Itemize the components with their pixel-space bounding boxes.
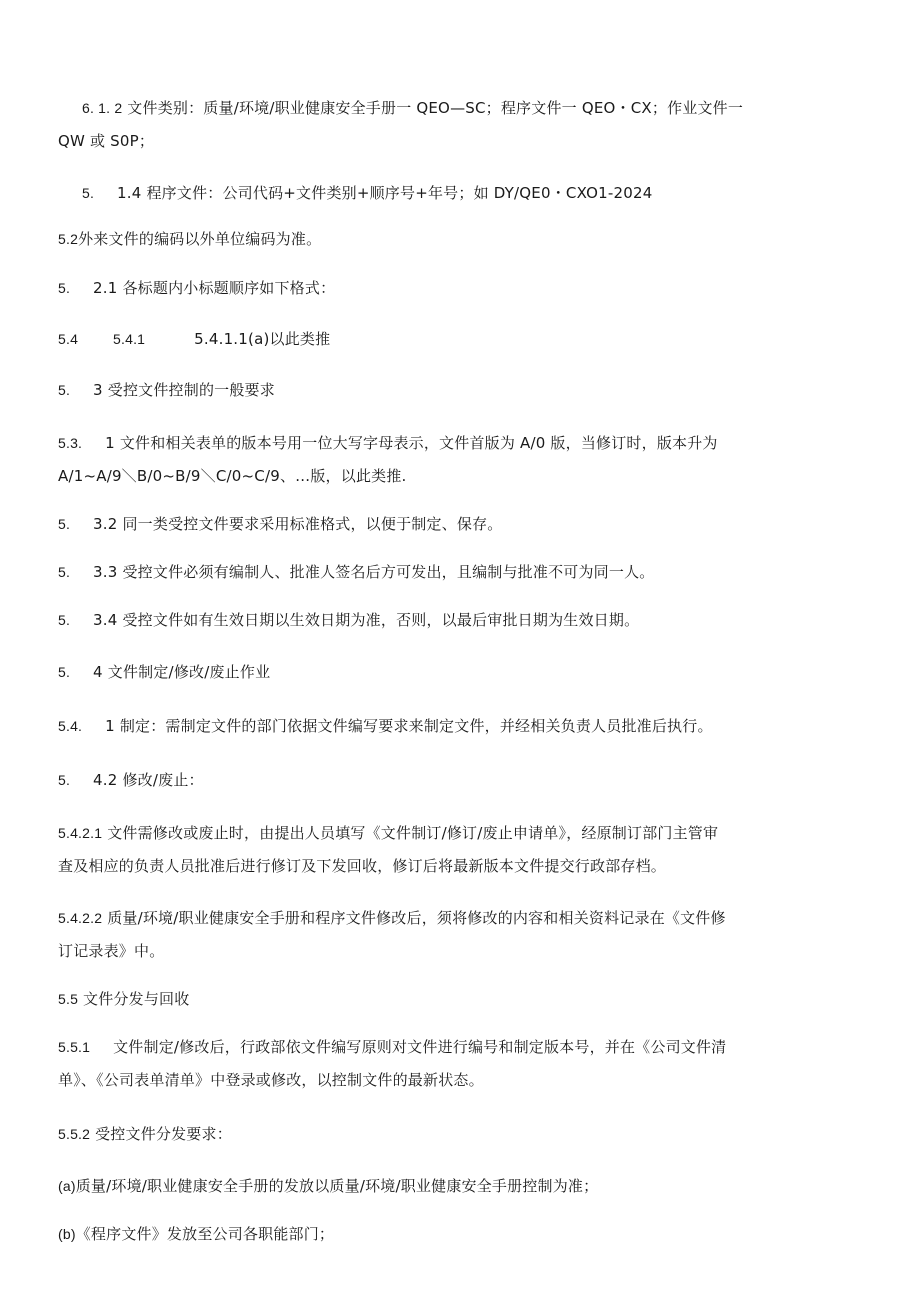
item-number: 5.5 [58,991,79,1007]
item-text: 查及相应的负责人员批准后进行修订及下发回收，修订后将最新版本文件提交行政部存档。 [58,857,667,875]
item-number: 5. [58,612,71,628]
item-text: 质量/环境/职业健康安全手册和程序文件修改后，须将修改的内容和相关资料记录在《文件修 [107,909,726,927]
paragraph-5-1-4 [82,183,652,203]
paragraph-5-3-2 [58,514,502,534]
item-number: 5. [82,185,95,201]
paragraph-5-5 [58,989,189,1009]
paragraph-5-4-2-2 [58,908,726,928]
item-number: 5.4. [58,718,83,734]
item-text: 4.2 修改/废止： [93,771,204,789]
paragraph-5-4-1 [58,716,713,736]
item-text: 3.3 受控文件必须有编制人、批准人签名后方可发出，且编制与批准不可为同一人。 [93,563,655,581]
item-number: 5. [58,382,71,398]
item-text: A/1~A/9＼B/0~B/9＼C/0~C/9、…版，以此类推. [58,467,407,485]
item-number: 5. [58,664,71,680]
heading-format-example [58,329,330,349]
item-text: 1.4 程序文件：公司代码+文件类别+顺序号+年号；如 DY/QE0・CXO1-2024 [117,184,653,202]
paragraph-continuation [58,1070,484,1090]
paragraph-5-3-3 [58,562,654,582]
item-text: 3 受控文件控制的一般要求 [93,381,275,399]
paragraph-5-2 [58,229,321,249]
item-number: 5.5.1 [58,1039,91,1055]
item-number: 5.4 [58,331,79,347]
item-number: 5. [58,516,71,532]
paragraph-5-3-1 [58,433,718,453]
item-text: 受控文件分发要求： [95,1125,232,1143]
paragraph-continuation [58,131,154,151]
item-text: 单》、《公司表单清单》中登录或修改，以控制文件的最新状态。 [58,1071,484,1089]
paragraph-5-4-2-1 [58,823,718,843]
item-number: (a) [58,1178,76,1194]
paragraph-continuation [58,856,666,876]
list-item-a [58,1176,598,1196]
sub-number: 5.4.1 [113,331,146,347]
sub-sub-number: 5.4.1.1(a)以此类推 [194,330,331,348]
item-number: 5. [58,280,71,296]
item-number: 5.5.2 [58,1126,91,1142]
item-number: 6. 1. 2 [82,100,123,116]
paragraph-5-5-1 [58,1037,726,1057]
item-number: 5.2 [58,231,79,247]
paragraph-continuation [58,466,407,486]
paragraph-5-2-1 [58,278,335,298]
list-item-b [58,1224,334,1244]
item-text: 质量/环境/职业健康安全手册的发放以质量/环境/职业健康安全手册控制为准； [75,1177,599,1195]
item-text: 订记录表》中。 [58,942,165,960]
item-number: (b) [58,1226,76,1242]
item-text: 文件需修改或废止时，由提出人员填写《文件制订/修订/废止申请单》，经原制订部门主管审 [107,824,719,842]
item-text: 3.2 同一类受控文件要求采用标准格式，以便于制定、保存。 [93,515,503,533]
item-text: 1 文件和相关表单的版本号用一位大写字母表示，文件首版为 A/0 版，当修订时，版本升为 [105,434,718,452]
paragraph-5-4-2 [58,770,204,790]
item-text: 1 制定：需制定文件的部门依据文件编写要求来制定文件，并经相关负责人员批准后执行。 [105,717,713,735]
item-number: 5. [58,772,71,788]
item-text: 2.1 各标题内小标题顺序如下格式： [93,279,336,297]
paragraph-continuation [58,941,164,961]
item-number: 5. [58,564,71,580]
item-number: 5.4.2.1 [58,825,103,841]
item-text: 4 文件制定/修改/废止作业 [93,663,271,681]
item-number: 5.4.2.2 [58,910,103,926]
paragraph-5-5-2 [58,1124,232,1144]
item-text: 外来文件的编码以外单位编码为准。 [78,230,322,248]
item-text: 文件类别：质量/环境/职业健康安全手册一 QEO—SC；程序文件一 QEO・CX；作业文件一 [127,99,744,117]
item-text: 3.4 受控文件如有生效日期以生效日期为准，否则，以最后审批日期为生效日期。 [93,611,640,629]
item-text: 文件分发与回收 [83,990,190,1008]
item-text: 文件制定/修改后，行政部依文件编写原则对文件进行编号和制定版本号，并在《公司文件清 [113,1038,727,1056]
paragraph-5-3-4 [58,610,639,630]
paragraph-5-4 [58,662,270,682]
paragraph-5-3 [58,380,275,400]
paragraph-6-1-2 [82,98,743,118]
item-text: QW 或 S0P； [58,132,155,150]
item-text: 《程序文件》发放至公司各职能部门； [75,1225,335,1243]
item-number: 5.3. [58,435,83,451]
